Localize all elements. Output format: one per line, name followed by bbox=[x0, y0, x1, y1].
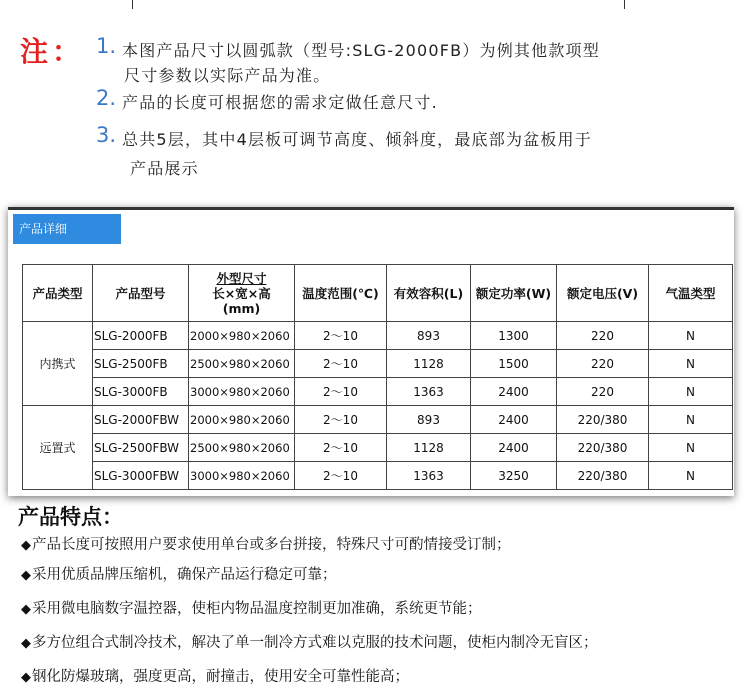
features-section bbox=[0, 495, 750, 693]
temp-cell: 2～10 bbox=[295, 406, 387, 434]
note-mark: 注： bbox=[20, 35, 85, 68]
feature-text: 采用优质品牌压缩机，确保产品运行稳定可靠； bbox=[32, 567, 337, 583]
table-row bbox=[23, 406, 733, 434]
table-row bbox=[23, 378, 733, 406]
header-size bbox=[189, 265, 295, 322]
volume-cell: 1363 bbox=[387, 462, 471, 490]
size-cell: 3000×980×2060 bbox=[189, 462, 295, 490]
climate-cell: N bbox=[649, 434, 733, 462]
notes-section bbox=[0, 0, 750, 200]
model-cell: SLG-2000FB bbox=[93, 322, 189, 350]
feature-text: 采用微电脑数字温控器，使柜内物品温度控制更加准确，系统更节能； bbox=[32, 601, 482, 617]
temp-cell: 2～10 bbox=[295, 462, 387, 490]
model-cell: SLG-2500FBW bbox=[93, 434, 189, 462]
model-cell: SLG-3000FBW bbox=[93, 462, 189, 490]
note-3-line-1: 总共5层，其中4层板可调节高度、倾斜度，最底部为盆板用于 bbox=[122, 130, 592, 149]
volume-cell: 1363 bbox=[387, 378, 471, 406]
feature-text: 产品长度可按照用户要求使用单台或多台拼接，特殊尺寸可酌情接受订制； bbox=[32, 537, 511, 553]
temp-cell: 2～10 bbox=[295, 434, 387, 462]
header-volume: 有效容积(L) bbox=[387, 265, 471, 322]
header-size-mid: 长×宽×高 bbox=[212, 285, 271, 301]
feature-item-5 bbox=[21, 665, 409, 686]
header-power: 额定功率(W) bbox=[471, 265, 557, 322]
model-cell: SLG-2500FB bbox=[93, 350, 189, 378]
group-type-cell: 远置式 bbox=[23, 406, 93, 490]
volume-cell: 893 bbox=[387, 322, 471, 350]
group-type-cell: 内携式 bbox=[23, 322, 93, 406]
power-cell: 2400 bbox=[471, 378, 557, 406]
model-cell: SLG-3000FB bbox=[93, 378, 189, 406]
note-3-line-2: 产品展示 bbox=[130, 159, 199, 178]
climate-cell: N bbox=[649, 406, 733, 434]
table-header-row bbox=[23, 265, 733, 322]
table-row bbox=[23, 434, 733, 462]
temp-cell: 2～10 bbox=[295, 322, 387, 350]
feature-text: 钢化防爆玻璃，强度更高，耐撞击，使用安全可靠性能高； bbox=[32, 669, 409, 685]
note-3-number: 3. bbox=[96, 123, 117, 147]
table-row bbox=[23, 462, 733, 490]
feature-item-1 bbox=[21, 533, 511, 554]
voltage-cell: 220/380 bbox=[557, 406, 649, 434]
diamond-bullet-icon: ◆ bbox=[21, 636, 31, 651]
power-cell: 1500 bbox=[471, 350, 557, 378]
header-type: 产品类型 bbox=[23, 265, 93, 322]
power-cell: 2400 bbox=[471, 406, 557, 434]
spec-table bbox=[22, 264, 733, 490]
diamond-bullet-icon: ◆ bbox=[21, 538, 31, 553]
header-size-top: 外型尺寸 bbox=[216, 270, 267, 286]
product-detail-tab[interactable]: 产品详细 bbox=[13, 214, 121, 244]
header-model: 产品型号 bbox=[93, 265, 189, 322]
voltage-cell: 220 bbox=[557, 378, 649, 406]
size-cell: 2000×980×2060 bbox=[189, 406, 295, 434]
climate-cell: N bbox=[649, 378, 733, 406]
voltage-cell: 220/380 bbox=[557, 462, 649, 490]
climate-cell: N bbox=[649, 322, 733, 350]
features-title: 产品特点： bbox=[18, 504, 123, 529]
note-1-line-2: 尺寸参数以实际产品为准。 bbox=[124, 66, 331, 85]
diamond-bullet-icon: ◆ bbox=[21, 670, 31, 685]
volume-cell: 893 bbox=[387, 406, 471, 434]
size-cell: 2500×980×2060 bbox=[189, 434, 295, 462]
note-2-number: 2. bbox=[96, 86, 117, 110]
climate-cell: N bbox=[649, 462, 733, 490]
size-cell: 2500×980×2060 bbox=[189, 350, 295, 378]
feature-item-2 bbox=[21, 563, 337, 584]
voltage-cell: 220/380 bbox=[557, 434, 649, 462]
note-1-number: 1. bbox=[96, 34, 117, 58]
power-cell: 1300 bbox=[471, 322, 557, 350]
climate-cell: N bbox=[649, 350, 733, 378]
feature-item-4 bbox=[21, 631, 598, 652]
voltage-cell: 220 bbox=[557, 350, 649, 378]
volume-cell: 1128 bbox=[387, 350, 471, 378]
table-row bbox=[23, 322, 733, 350]
header-climate: 气温类型 bbox=[649, 265, 733, 322]
power-cell: 2400 bbox=[471, 434, 557, 462]
feature-item-3 bbox=[21, 597, 482, 618]
voltage-cell: 220 bbox=[557, 322, 649, 350]
table-row bbox=[23, 350, 733, 378]
model-cell: SLG-2000FBW bbox=[93, 406, 189, 434]
size-cell: 2000×980×2060 bbox=[189, 322, 295, 350]
note-2-line-1: 产品的长度可根据您的需求定做任意尺寸. bbox=[122, 93, 438, 112]
header-voltage: 额定电压(V) bbox=[557, 265, 649, 322]
size-cell: 3000×980×2060 bbox=[189, 378, 295, 406]
diamond-bullet-icon: ◆ bbox=[21, 568, 31, 583]
header-temp: 温度范围(℃) bbox=[295, 265, 387, 322]
power-cell: 3250 bbox=[471, 462, 557, 490]
temp-cell: 2～10 bbox=[295, 378, 387, 406]
feature-text: 多方位组合式制冷技术，解决了单一制冷方式难以克服的技术问题，使柜内制冷无盲区； bbox=[32, 635, 598, 651]
volume-cell: 1128 bbox=[387, 434, 471, 462]
product-detail-panel bbox=[8, 207, 734, 496]
temp-cell: 2～10 bbox=[295, 350, 387, 378]
diamond-bullet-icon: ◆ bbox=[21, 602, 31, 617]
header-size-unit: (mm) bbox=[222, 300, 261, 316]
note-1-line-1: 本图产品尺寸以圆弧款（型号:SLG-2000FB）为例其他款项型 bbox=[122, 41, 600, 60]
